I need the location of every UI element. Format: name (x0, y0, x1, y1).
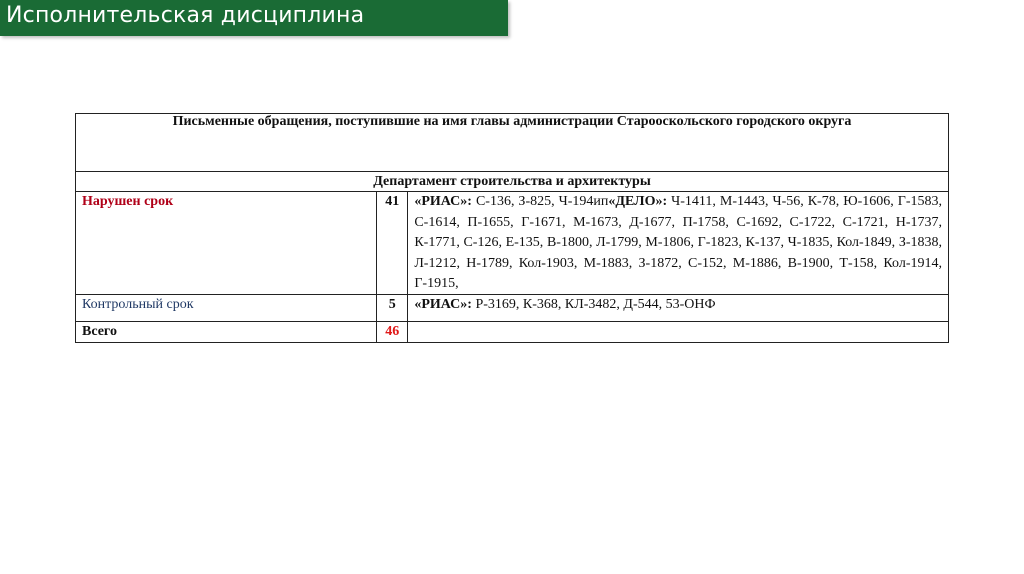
row-label-total: Всего (76, 322, 377, 343)
table-caption-cell (76, 114, 949, 172)
slide-title-bar (0, 0, 508, 36)
codes-rias-list: Р-3169, К-368, КЛ-3482, Д-544, 53-ОНФ (471, 297, 716, 312)
table-caption: Письменные обращения, поступившие на имя главы администрации Старооскольского городского округа (172, 114, 852, 129)
department-name: Департамент строительства и архитектуры (76, 172, 949, 192)
codes-prefix-rias: «РИАС»: (414, 297, 472, 312)
row-count-overdue: 41 (377, 192, 408, 295)
row-codes-total (408, 322, 949, 343)
codes-delo-list: Ч-1411, М-1443, Ч-56, К-78, Ю-1606, Г-1583, С-1614, П-1655, Г-1671, М-1673, Д-1677, П-1758, С-1692, С-1722, С-1721, Н-1737, К-1771, С-126, Е-135, В-1800, Л-1799, М-1806, Г-1823, К-137, Ч-1835, Кол-1849, З-1838, Л-1212, Н-1789, Кол-1903, М-1883, З-1872, С-152, М-1886, В-1900, Т-158, Кол-1914, Г-1915, (414, 194, 942, 291)
table-row (76, 295, 949, 322)
codes-prefix-delo: «ДЕЛО»: (608, 194, 668, 209)
row-codes-overdue (408, 192, 949, 295)
row-count-control: 5 (377, 295, 408, 322)
report-table (75, 113, 949, 343)
table-row (76, 322, 949, 343)
codes-prefix-rias: «РИАС»: (414, 194, 472, 209)
slide-title: Исполнительская дисциплина (6, 3, 365, 28)
codes-rias-list: С-136, З-825, Ч-194ип (471, 194, 609, 209)
department-row (76, 172, 949, 192)
table-row (76, 192, 949, 295)
row-count-total: 46 (377, 322, 408, 343)
row-codes-control (408, 295, 949, 322)
row-label-control: Контрольный срок (76, 295, 377, 322)
row-label-overdue: Нарушен срок (76, 192, 377, 295)
table-caption-row (76, 114, 949, 172)
